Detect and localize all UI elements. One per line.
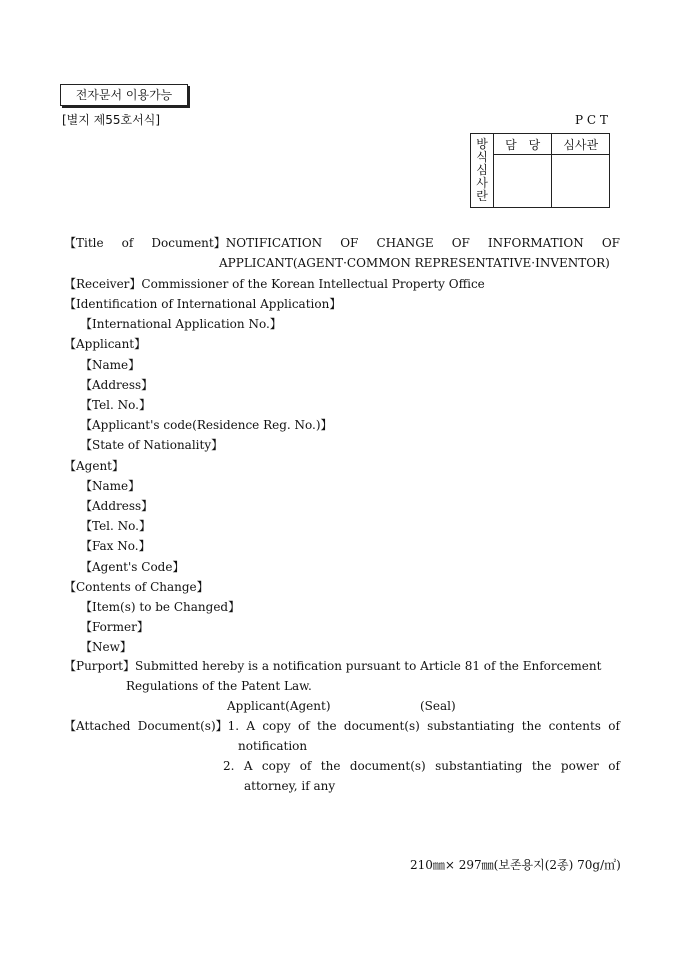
electronic-document-badge: 전자문서 이용가능 [60,84,188,106]
stamp-cell-examiner[interactable] [552,155,610,208]
form-field-label: 【Applicant's code(Residence Reg. No.)】 [80,418,333,433]
stamp-col-staff: 담 당 [494,134,552,155]
receiver: 【Receiver】Commissioner of the Korean Intellectual Property Office [64,277,485,291]
signer-label: Applicant(Agent) [227,699,331,713]
form-field-label: 【Former】 [80,620,149,635]
attached-line-1b: notification [238,739,308,753]
form-field-label: 【International Application No.】 [80,317,282,332]
form-field-label: 【Tel. No.】 [80,398,151,412]
form-field-label: 【Item(s) to be Changed】 [80,600,241,614]
form-field-label: 【State of Nationality】 [80,438,224,453]
form-number: [별지 제55호서식] [62,113,160,127]
form-field-label: 【Tel. No.】 [80,519,151,534]
form-field-label: 【Name】 [80,357,141,372]
form-field-label: 【Agent's Code】 [80,559,185,574]
attached-line-1: 【Attached Document(s)】1. A copy of the document(s) substantiating the contents of [64,719,620,733]
form-field-label: 【Identification of International Application】 [64,297,342,311]
stamp-side-label: 방 식 심 사 란 [471,134,494,208]
stamp-col-examiner: 심사관 [552,134,610,155]
attached-line-2b: attorney, if any [244,779,336,793]
seal-label: (Seal) [420,699,456,713]
title-line: 【Title of Document】NOTIFICATION OF CHANGE OF INFORMATION OF [64,236,620,250]
form-field-label: 【Applicant】 [64,337,147,352]
pct-label: P C T [575,113,608,127]
purport: 【Purport】Submitted hereby is a notification pursuant to Article 81 of the Enforcement [64,659,602,673]
purport-line-2: Regulations of the Patent Law. [126,679,312,693]
form-field-label: 【Name】 [80,478,141,493]
attached-line-2: 2. A copy of the document(s) substantiating the power of [223,759,620,773]
form-field-label: 【Contents of Change】 [64,579,209,594]
examination-stamp-table [470,133,610,208]
paper-spec: 210㎜× 297㎜(보존용지(2종) 70g/㎡) [410,858,621,872]
form-field-label: 【New】 [80,640,132,655]
stamp-cell-staff[interactable] [494,155,552,208]
form-field-label: 【Agent】 [64,458,125,473]
form-field-label: 【Address】 [80,499,154,513]
form-field-label: 【Fax No.】 [80,539,151,554]
form-field-label: 【Address】 [80,377,154,392]
title-line-2: APPLICANT(AGENT·COMMON REPRESENTATIVE·INVENTOR) [219,256,610,270]
